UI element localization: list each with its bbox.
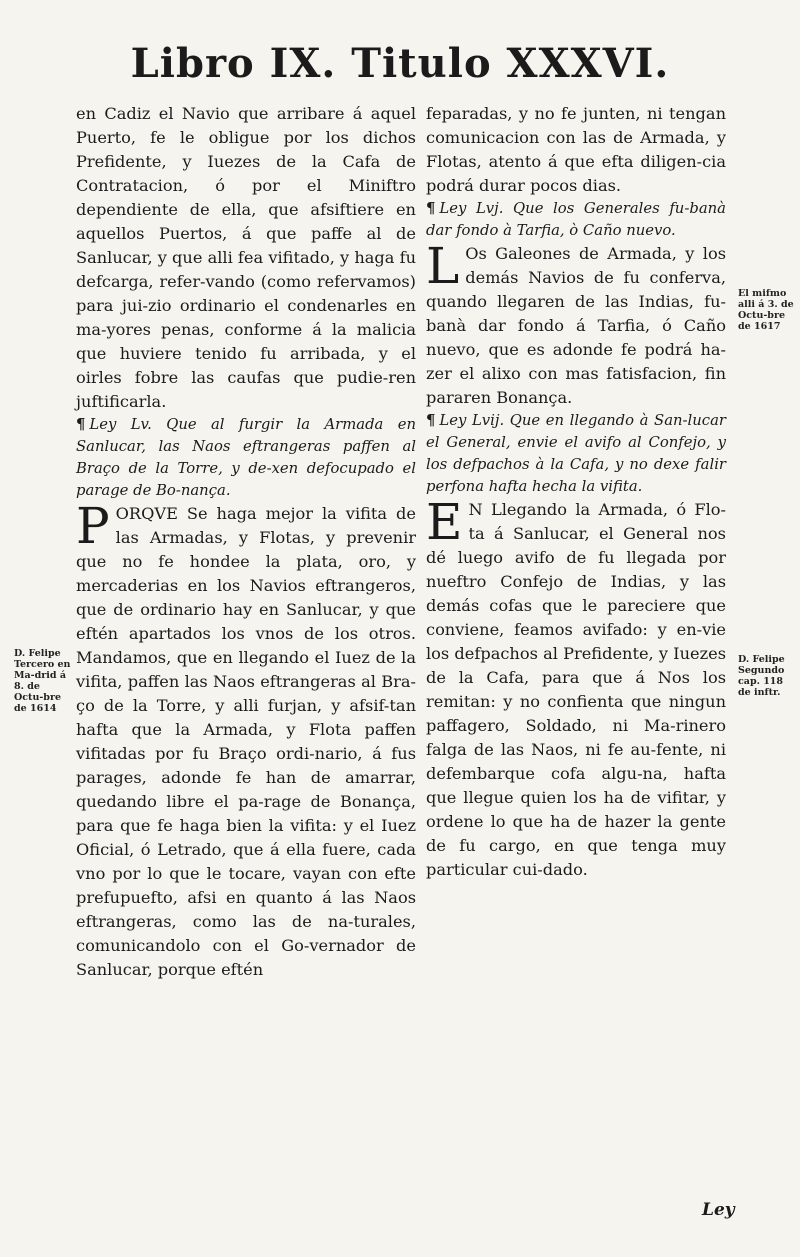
law-56-heading: ¶ Ley Lvj. Que los Generales fu-banà dar fondo à Tarfia, ò Caño nuevo. [426,200,726,239]
law-57-heading: ¶ Ley Lvij. Que en llegando à San-lucar el General, envie el avifo al Confejo, y los defpachos à la Cafa, y no dexe falir perfona hafta hecha la vifita. [426,412,726,495]
drop-cap: P [76,497,110,555]
law-57-text: N Llegando la Armada, ó Flo-ta á Sanlucar, el General nos dé luego avifo de fu llegada por nueftro Confejo de Indias, y las demás cofas que le pareciere que conviene, feamos avifado: y en-vie los defpachos al Prefidente, y Iuezes de la Cafa, para que á Nos los remitan: y no confienta que ningun paffagero, Soldado, ni Ma-rinero falga de las Naos, ni fe au-fente, ni defembarque cofa algu-na, hafta que llegue quien los ha de vifitar, y ordene lo que ha de hazer la gente de fu cargo, en que tenga muy particular cui-dado. [426,500,726,879]
pilcrow-icon: ¶ [426,412,436,429]
pilcrow-icon: ¶ [76,416,86,433]
margin-note-law-57: D. Felipe Segundo cap. 118 de inftr. [738,654,785,698]
catchword: Ley [702,1200,735,1220]
law-55-first-word: ORQVE [115,504,178,523]
law-56-text: Os Galeones de Armada, y los demás Navios de fu conferva, quando llegaren de las Indias, fu-banà dar fondo á Tarfia, ó Caño nuevo, que es adonde fe podrá ha-zer el alixo con mas fatisfacion, fin pararen Bonança. [426,244,726,407]
margin-note-law-56: El mifmo alli á 3. de Octu-bre de 1617 [738,288,794,332]
right-para-continued: feparadas, y no fe junten, ni tengan comunicacion con las de Armada, y Flotas, atento á que efta diligen-cia podrá durar pocos dias. [426,104,726,195]
left-column [76,102,416,982]
pilcrow-icon: ¶ [426,200,436,217]
law-55-text: Se haga mejor la vifita de las Armadas, y Flotas, y prevenir que no fe hondee la plata, oro, y mercaderias en los Navios eftrangeros, que de ordinario hay en Sanlucar, y que eftén apartados los vnos de los otros. Mandamos, que en llegando el Iuez de la vifita, paffen las Naos eftrangeras al Bra-ço de la Torre, y alli furjan, y afsif-tan hafta que la Armada, y Flota paffen vifitadas por fu Braço ordi-nario, á fus parages, adonde fe han de amarrar, quedando libre el pa-rage de Bonança, para que fe haga bien la vifita: y el Iuez Oficial, ó Letrado, que á ella fuere, cada vno por lo que le tocare, vayan con efte prefupuefto, afsi en quanto á las Naos eftrangeras, como las de na-turales, comunicandolo con el Go-vernador de Sanlucar, porque eftén [76,504,416,979]
margin-note-law-55: D. Felipe Tercero en Ma-drid á 8. de Octu-bre de 1614 [14,648,71,714]
law-55-heading: ¶ Ley Lv. Que al furgir la Armada en Sanlucar, las Naos eftrangeras paffen al Braço de la Torre, y de-xen defocupado el parage de Bo-nança. [76,416,416,499]
running-head: Libro IX. Titulo XXXVI. [130,40,670,87]
drop-cap: E [426,493,463,551]
law-56-body [426,237,726,410]
right-column [426,102,726,882]
law-57-body [426,493,726,882]
law-55-body [76,497,416,982]
left-para-continued: en Cadiz el Navio que arribare á aquel Puerto, fe le obligue por los dichos Prefidente, y Iuezes de la Cafa de Contratacion, ó por el Miniftro dependiente de ella, que afsiftiere en aquellos Puertos, á que paffe al de Sanlucar, y que alli fea vifitado, y haga fu defcarga, refer-vando (como refervamos) para jui-zio ordinario el condenarles en ma-yores penas, conforme á la malicia que huviere tenido fu arribada, y el oirles fobre las caufas que pudie-ren juftificarla. [76,104,416,411]
drop-cap: L [426,237,460,295]
